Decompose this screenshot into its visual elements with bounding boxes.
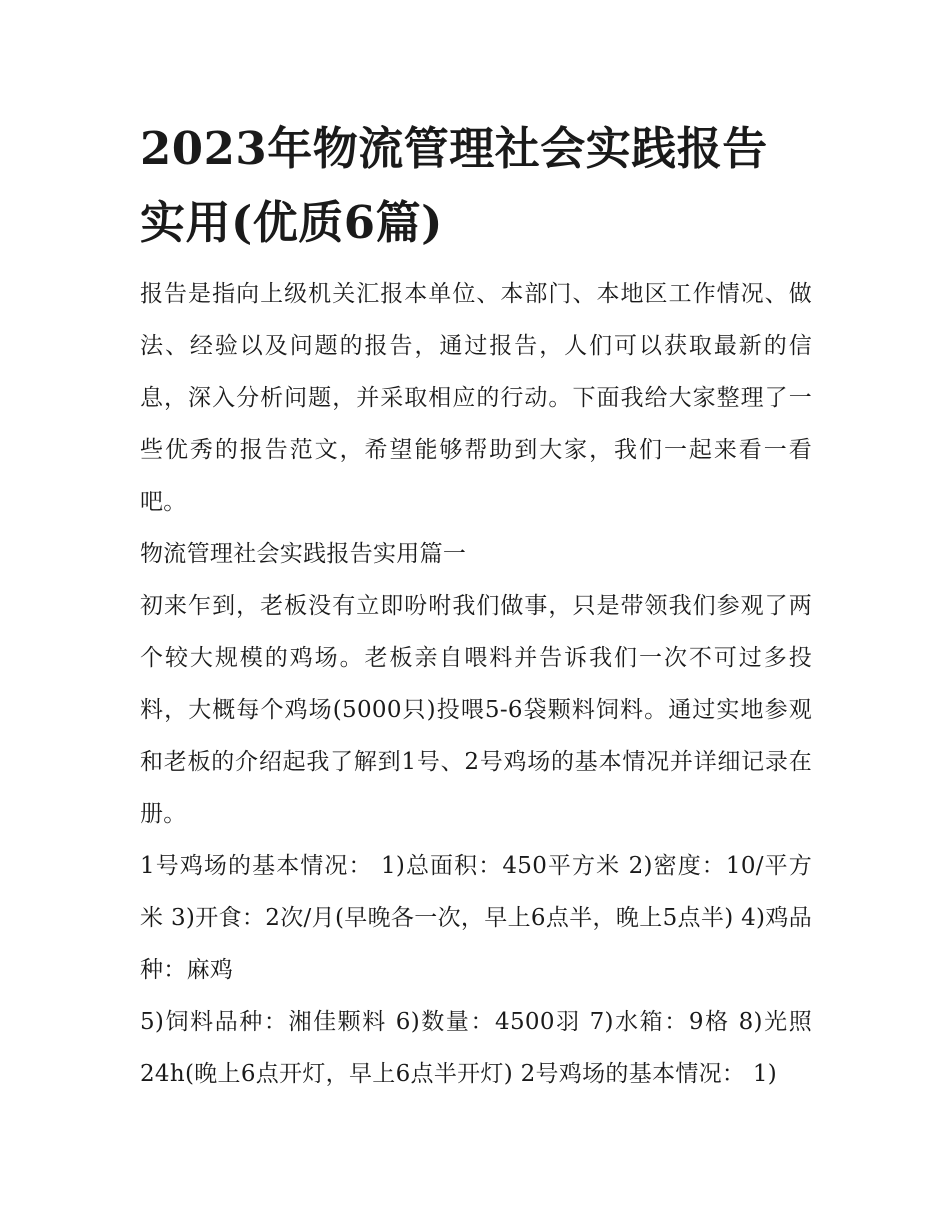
- section-heading: 物流管理社会实践报告实用篇一: [140, 541, 467, 567]
- intro-paragraph: 报告是指向上级机关汇报本单位、本部门、本地区工作情况、做法、经验以及问题的报告，通过报告，人们可以获取最新的信息，深入分析问题，并采取相应的行动。下面我给大家整理了一些优秀的报告范文，希望能够帮助到大家，我们一起来看一看吧。: [140, 281, 812, 515]
- document-title: [140, 112, 812, 260]
- title-line-2: 实用(优质6篇): [140, 196, 443, 249]
- document-page: [140, 112, 812, 1100]
- body-paragraph: 1号鸡场的基本情况： 1)总面积：450平方米 2)密度：10/平方米 3)开食：2次/月(早晚各一次，早上6点半，晚上5点半) 4)鸡品种：麻鸡: [140, 853, 812, 983]
- body-paragraph: 5)饲料品种：湘佳颗料 6)数量：4500羽 7)水箱：9格 8)光照24h(晚上6点开灯，早上6点半开灯) 2号鸡场的基本情况： 1): [140, 1009, 812, 1087]
- body-paragraph: 初来乍到，老板没有立即吩咐我们做事，只是带领我们参观了两个较大规模的鸡场。老板亲自喂料并告诉我们一次不可过多投料，大概每个鸡场(5000只)投喂5-6袋颗料饲料。通过实地参观和老板的介绍起我了解到1号、2号鸡场的基本情况并详细记录在册。: [140, 593, 812, 827]
- title-line-1: 2023年物流管理社会实践报告: [140, 122, 768, 175]
